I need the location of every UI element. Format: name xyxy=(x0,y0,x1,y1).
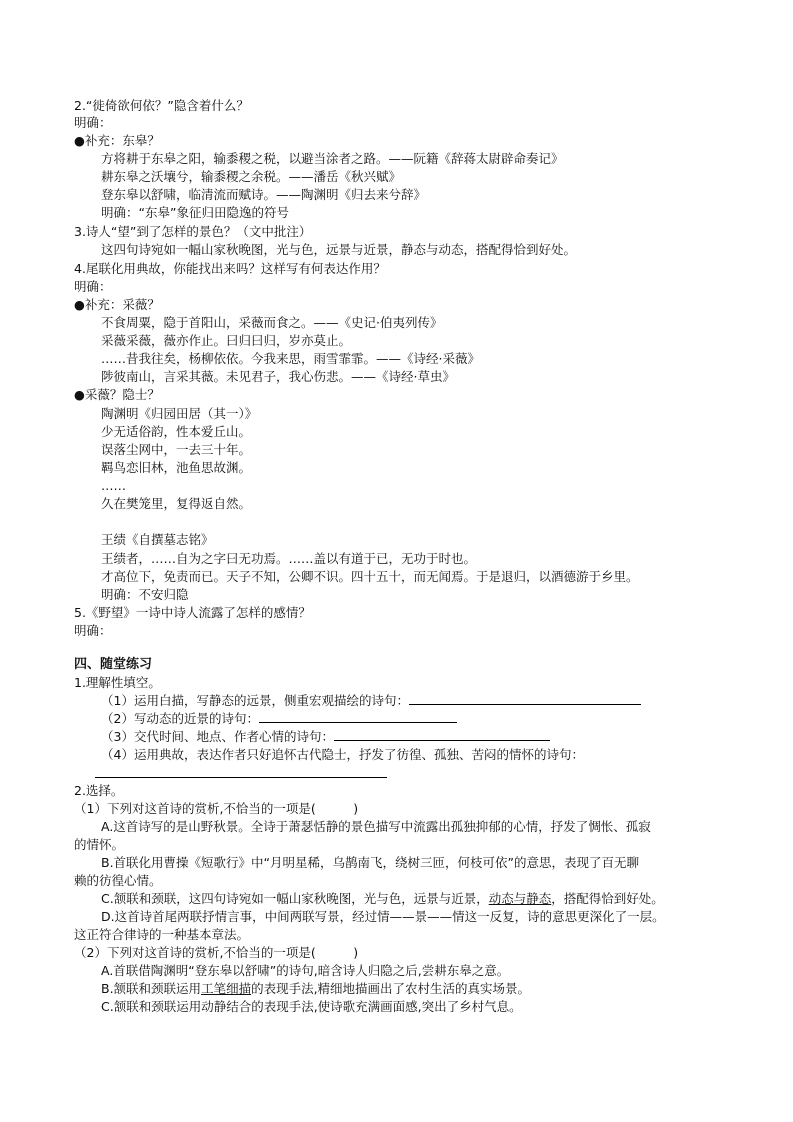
fill-item-4: （4）运用典故，表达作者只好追怀古代隐士，抒发了彷徨、孤独、苦闷的情怀的诗句： xyxy=(101,747,584,762)
fill-item-2: （2）写动态的近景的诗句： xyxy=(101,710,457,727)
epitaph-line: 王绩者，……自为之字曰无功焉。……盖以有道于已，无功于时也。 xyxy=(101,551,477,566)
epitaph-line: 才高位下，免责而已。天子不知，公卿不识。四十五十，而无闻焉。于是退归，以酒德游于乡里。 xyxy=(101,569,639,584)
poem-title: 陶渊明《归园田居（其一）》 xyxy=(101,406,258,421)
question-4-answer: 明确： xyxy=(74,279,112,294)
question-4: 4.尾联化用典故，你能找出来吗？这样写有何表达作用？ xyxy=(74,261,386,276)
question-5-answer: 明确： xyxy=(74,623,112,638)
poem-line: 羁鸟恋旧林，池鱼思故渊。 xyxy=(101,460,252,475)
section-heading: 四、随堂练习 xyxy=(74,657,153,672)
poem-line: 久在樊笼里，复得返自然。 xyxy=(101,496,252,511)
supplement-title-donggao: ●补充：东皋？ xyxy=(74,133,160,148)
exercise-2: 2.选择。 xyxy=(74,783,124,798)
supplement-title-caiwei: ●补充：采薇？ xyxy=(74,297,160,312)
choice-option-d: D.这首诗首尾两联抒情言事，中间两联写景，经过情——景——情这一反复，诗的意思更深化了一层。 xyxy=(101,909,665,924)
supplement-line: 登东皋以舒啸，临清流而赋诗。——陶渊明《归去来兮辞》 xyxy=(101,187,427,202)
supplement-line: ……昔我往矣，杨柳依依。今我来思，雨雪霏霏。——《诗经·采薇》 xyxy=(101,351,480,366)
epitaph-answer: 明确：不安归隐 xyxy=(101,587,189,602)
choice-option-b-cont: 赖的彷徨心情。 xyxy=(74,873,162,888)
question-5: 5.《野望》一诗中诗人流露了怎样的感情？ xyxy=(74,605,311,620)
supplement-line: 采薇采薇，薇亦作止。曰归曰归，岁亦莫止。 xyxy=(101,333,352,348)
supplement-title-hermit: ●采薇？隐士？ xyxy=(74,387,160,402)
supplement-line: 耕东皋之沃壤兮，输黍稷之余税。——潘岳《秋兴赋》 xyxy=(101,169,402,184)
fill-item-1: （1）运用白描，写静态的远景，侧重宏观描绘的诗句： xyxy=(101,692,641,709)
fill-item-3: （3）交代时间、地点、作者心情的诗句： xyxy=(101,728,550,745)
supplement-line: 明确：“东皋”象征归田隐逸的符号 xyxy=(101,205,289,220)
choice-option-d-cont: 这正符合律诗的一种基本章法。 xyxy=(74,927,250,942)
poem-line: 误落尘网中，一去三十年。 xyxy=(101,442,252,457)
fill-blank-2[interactable] xyxy=(259,711,457,723)
question-2: 2.“徙倚欲何依？”隐含着什么？ xyxy=(74,98,249,113)
question-2-answer: 明确： xyxy=(74,115,112,130)
fill-blank-4[interactable] xyxy=(95,777,387,778)
epitaph-title: 王绩《自撰墓志铭》 xyxy=(101,532,214,547)
question-3: 3.诗人“望”到了怎样的景色？（文中批注） xyxy=(74,224,312,239)
choice-option-c: C.颔联和颈联，这四句诗宛如一幅山家秋晚图，光与色，远景与近景，动态与静态，搭配得恰到好处。 xyxy=(101,891,664,906)
choice2-option-a: A.首联借陶渊明“登东皋以舒啸”的诗句,暗含诗人归隐之后,尝耕东皋之意。 xyxy=(101,963,510,978)
supplement-line: 方将耕于东皋之阳，输黍稷之税，以避当涂者之路。——阮籍《辞蒋太尉辟命奏记》 xyxy=(101,151,564,166)
question-3-answer: 这四句诗宛如一幅山家秋晚图，光与色，远景与近景，静态与动态，搭配得恰到好处。 xyxy=(101,242,577,257)
choice2-option-b: B.颔联和颈联运用工笔细描的表现手法,精细地描画出了农村生活的真实场景。 xyxy=(101,981,531,996)
supplement-line: 陟彼南山，言采其薇。未见君子，我心伤悲。——《诗经·草虫》 xyxy=(101,369,455,384)
choice-question-2: （2）下列对这首诗的赏析,不恰当的一项是( ) xyxy=(74,945,359,960)
supplement-line: 不食周粟，隐于首阳山，采薇而食之。——《史记·伯夷列传》 xyxy=(101,315,443,330)
exercise-1: 1.理解性填空。 xyxy=(74,675,161,690)
fill-blank-1[interactable] xyxy=(409,693,641,705)
choice-option-a: A.这首诗写的是山野秋景。全诗于萧瑟恬静的景色描写中流露出孤独抑郁的心情，抒发了惆怅、孤寂 xyxy=(101,819,651,834)
choice-option-a-cont: 的情怀。 xyxy=(74,837,125,852)
fill-blank-3[interactable] xyxy=(334,729,550,741)
choice2-option-c: C.颔联和颈联运用动静结合的表现手法,使诗歌充满画面感,突出了乡村气息。 xyxy=(101,999,522,1014)
choice-option-b: B.首联化用曹操《短歌行》中“月明星稀，乌鹊南飞，绕树三匝，何枝可依”的意思，表现了百无聊 xyxy=(101,855,640,870)
poem-line: …… xyxy=(101,478,126,493)
poem-line: 少无适俗韵，性本爱丘山。 xyxy=(101,424,252,439)
choice-question-1: （1）下列对这首诗的赏析,不恰当的一项是( ) xyxy=(74,801,359,816)
